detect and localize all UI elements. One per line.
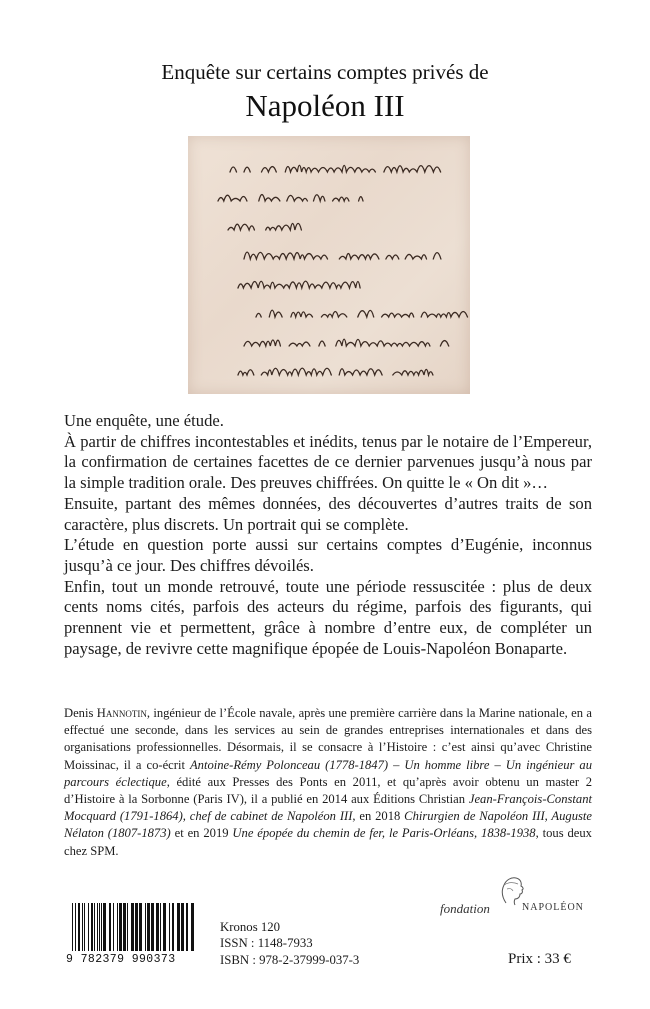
description-paragraph: Une enquête, une étude. xyxy=(64,411,224,430)
book-title-2: Jean-François-Constant Mocquard (1791-1864), chef de cabinet de Napoléon III xyxy=(64,792,592,824)
collection-number: Kronos 120 xyxy=(220,920,281,934)
isbn: ISBN : 978-2-37999-037-3 xyxy=(220,952,360,967)
bio-text: , ingénieur de l’École navale, après une première carrière dans la Marine nationale, en a effectué une seconde, dans les services au sein de grandes entreprises internationales et dans des organisations professionnelles. Désormais, il se consacre à l’Histoire : c’est ainsi qu’avec Christine Moissinac, il a co-écrit xyxy=(64,706,592,772)
bio-text: , en 2018 xyxy=(352,809,405,824)
author-bio xyxy=(64,705,592,860)
manuscript-image xyxy=(188,136,470,394)
bio-text: , édité aux Presses des Ponts en 2011, et qu’après avoir obtenu un master 2 d’Histoire à la Sorbonne (Paris IV), il a publié en 2014 aux Éditions Christian xyxy=(64,774,592,807)
fondation-napoleon-logo xyxy=(440,873,592,933)
manuscript-handwriting xyxy=(188,136,470,394)
barcode-bar xyxy=(169,903,170,951)
barcode-bar xyxy=(94,903,95,951)
handwritten-line xyxy=(228,223,301,230)
bio-text: et en 2019 xyxy=(170,826,233,841)
barcode-bar xyxy=(163,903,166,951)
publication-info xyxy=(220,919,359,968)
description-paragraph: À partir de chiffres incontestables et inédits, tenus par le notaire de l’Empereur, la confirmation de certaines facettes de ce dernier parvenues jusqu’à nous par la simple tradition orale. Des preuves chiffrées. On quitte le « On dit »… xyxy=(64,431,592,493)
barcode-number: 9 782379 990373 xyxy=(66,953,176,966)
barcode-bar xyxy=(131,903,134,951)
description-paragraph: Enfin, tout un monde retrouvé, toute une période ressuscitée : plus de deux cents noms cités, parfois des acteurs du régime, parfois des figurants, qui prennent vie et permettent, grâce à nombre d’entre eux, de compléter un paysage, de revivre cette magnifique épopée de Louis-Napoléon Bonaparte. xyxy=(64,576,592,658)
barcode-bar xyxy=(101,903,102,951)
logo-word-fondation: fondation xyxy=(440,901,490,916)
barcode-bar xyxy=(78,903,80,951)
barcode-bar xyxy=(117,903,118,951)
barcode-bar xyxy=(123,903,126,951)
barcode-bar xyxy=(186,903,188,951)
barcode-bar xyxy=(109,903,111,951)
barcode-bar xyxy=(127,903,128,951)
barcode-bar xyxy=(172,903,174,951)
handwritten-line xyxy=(256,310,467,317)
barcode-bar xyxy=(97,903,98,951)
barcode-bar xyxy=(135,903,138,951)
barcode-bar xyxy=(177,903,180,951)
barcode-bar xyxy=(72,903,73,951)
author-last-name: Hannotin xyxy=(96,706,147,720)
barcode-bar xyxy=(160,903,161,951)
barcode-bar xyxy=(75,903,76,951)
description xyxy=(64,411,592,659)
book-title-4: Une épopée du chemin de fer, le Paris-Orléans, 1838-1938 xyxy=(232,826,536,841)
barcode-bar xyxy=(82,903,83,951)
barcode-bar xyxy=(88,903,89,951)
barcode-bar xyxy=(113,903,114,951)
issn: ISSN : 1148-7933 xyxy=(220,936,313,951)
barcode-bar xyxy=(191,903,194,951)
barcode-bar xyxy=(119,903,122,951)
barcode-bar xyxy=(156,903,159,951)
logo-word-napoleon: NAPOLÉON xyxy=(522,902,584,913)
barcode-bar xyxy=(139,903,142,951)
book-title-1: Antoine-Rémy Polonceau (1778-1847) – Un homme libre – Un ingénieur au parcours éclectique xyxy=(64,757,592,789)
barcode-bar xyxy=(99,903,100,951)
barcode-bar xyxy=(181,903,184,951)
handwritten-line xyxy=(230,165,448,172)
price: Prix : 33 € xyxy=(508,951,571,967)
handwritten-line xyxy=(244,339,455,346)
barcode-bar xyxy=(145,903,146,951)
barcode-bar xyxy=(84,903,85,951)
book-subtitle: Enquête sur certains comptes privés de xyxy=(161,60,489,84)
book-title-3: Chirurgien de Napoléon III, Auguste Nélaton (1807-1873) xyxy=(64,809,593,841)
bio-text: , tous deux chez SPM. xyxy=(64,826,592,858)
barcode-bar xyxy=(147,903,150,951)
book-title: Napoléon III xyxy=(245,88,405,123)
handwritten-line xyxy=(244,252,450,259)
barcode-bars xyxy=(66,903,200,953)
handwritten-line xyxy=(238,368,442,375)
barcode-bar xyxy=(91,903,93,951)
handwritten-line xyxy=(218,195,372,201)
description-paragraph: Ensuite, partant des mêmes données, des découvertes d’autres traits de son caractère, plus discrets. Un portrait qui se complète. xyxy=(64,493,592,534)
handwritten-line xyxy=(238,281,360,288)
description-paragraph: L’étude en question porte aussi sur certains comptes d’Eugénie, inconnus jusqu’à ce jour. Des chiffres dévoilés. xyxy=(64,535,592,575)
barcode-bar xyxy=(151,903,154,951)
author-first-name: Denis xyxy=(64,706,94,720)
barcode-bar xyxy=(103,903,106,951)
